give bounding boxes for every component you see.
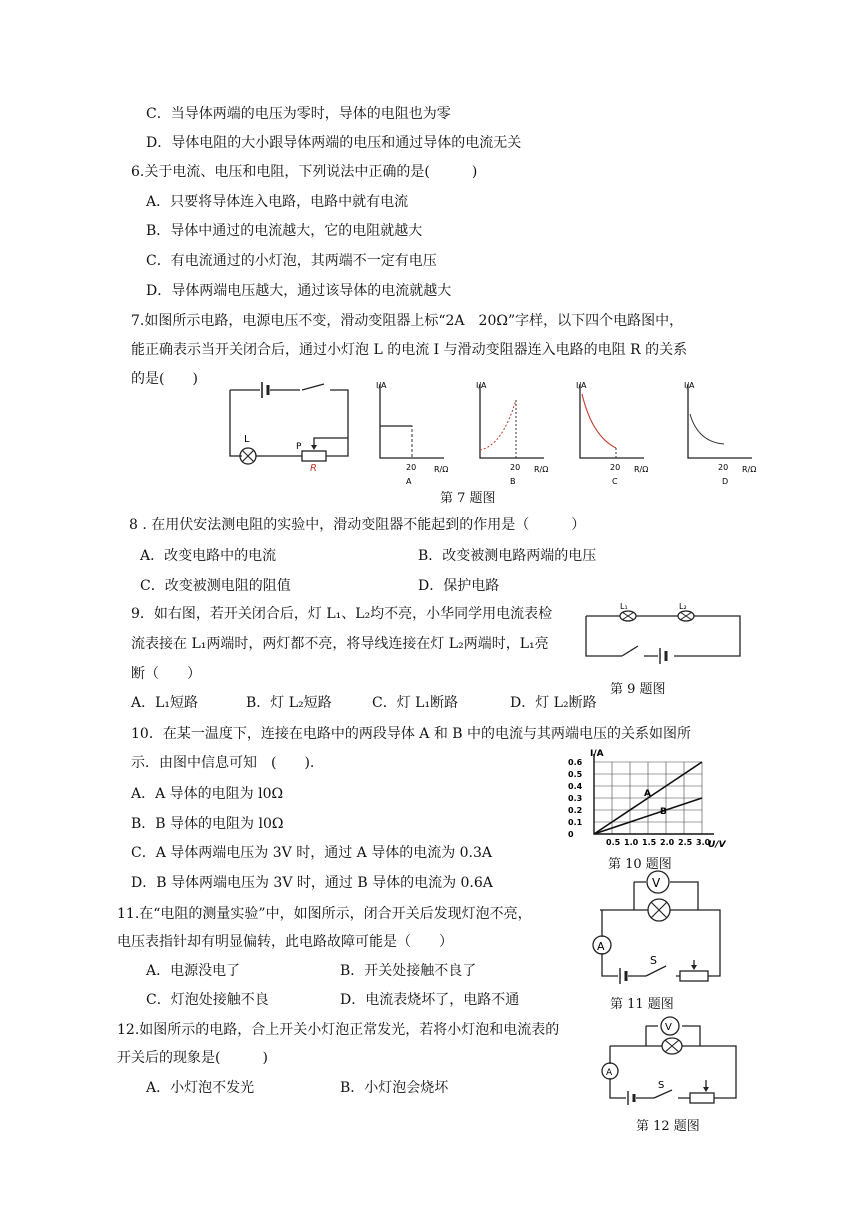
q7-graph-b-xlabel: R/Ω — [534, 465, 549, 474]
q8-option-b: B．改变被测电路两端的电压 — [418, 548, 597, 564]
q8-option-d: D．保护电路 — [418, 578, 500, 594]
q7-graph-c — [572, 380, 652, 488]
q9-option-b: B．灯 L₂短路 — [246, 695, 332, 711]
q8-stem: 8 . 在用伏安法测电阻的实验中，滑动变阻器不能起到的作用是（ ） — [129, 517, 586, 533]
q10-line-b-label: B — [660, 807, 667, 817]
q7-graph-d-tick: 20 — [718, 463, 729, 472]
q7-graph-b — [472, 380, 552, 488]
q10-line-a-label: A — [644, 789, 651, 799]
q10-stem-line2: 示．由图中信息可知 ( ). — [131, 755, 315, 771]
q11-option-b: B．开关处接触不良了 — [340, 963, 477, 979]
q9-stem-line3: 断（ ） — [131, 666, 201, 682]
q10-x-tick-label: 3.0 — [696, 838, 711, 847]
q7-stem-line1: 7.如图所示电路，电源电压不变，滑动变阻器上标“2A 20Ω”字样，以下四个电路图中， — [131, 313, 684, 329]
q11-stem-line1: 11.在“电阻的测量实验”中，如图所示，闭合开关后发现灯泡不亮， — [117, 906, 532, 922]
q7-lamp-label: L — [244, 434, 250, 445]
q12-stem-line1: 12.如图所示的电路，合上开关小灯泡正常发光，若将小灯泡和电流表的 — [117, 1022, 560, 1038]
q10-option-c: C．A 导体两端电压为 3V 时，通过 A 导体的电流为 0.3A — [131, 845, 493, 861]
q7-graph-c-letter: C — [612, 477, 618, 486]
q11-option-d: D．电流表烧坏了，电路不通 — [340, 992, 520, 1008]
q12-option-a: A．小灯泡不发光 — [146, 1080, 255, 1096]
q6-option-c: C．有电流通过的小灯泡，其两端不一定有电压 — [146, 253, 437, 269]
q7-graph-a-letter: A — [406, 477, 412, 486]
q11-caption: 第 11 题图 — [610, 997, 674, 1012]
q7-stem-line2: 能正确表示当开关闭合后，通过小灯泡 L 的电流 I 与滑动变阻器连入电路的电阻 R 的关系 — [131, 342, 688, 358]
q12-caption: 第 12 题图 — [636, 1119, 700, 1134]
q12-circuit-diagram — [596, 1016, 744, 1110]
q8-option-c: C．改变被测电阻的阻值 — [140, 578, 291, 594]
q12-ammeter-label: A — [606, 1068, 613, 1078]
q7-graph-a-ylabel: I/A — [376, 381, 387, 390]
q7-graph-c-ylabel: I/A — [576, 381, 587, 390]
q10-stem-line1: 10．在某一温度下，连接在电路中的两段导体 A 和 B 中的电流与其两端电压的关系如图所 — [131, 726, 692, 742]
q5-option-c: C．当导体两端的电压为零时，导体的电阻也为零 — [146, 106, 451, 122]
q9-lamp1-label: L₁ — [620, 602, 628, 611]
q7-stem-line3: 的是( ) — [131, 371, 198, 387]
q6-option-b: B．导体中通过的电流越大，它的电阻就越大 — [146, 223, 423, 239]
q6-option-a: A．只要将导体连入电路，电路中就有电流 — [146, 194, 409, 210]
q10-option-a: A．A 导体的电阻为 l0Ω — [131, 786, 284, 802]
q9-option-a: A．L₁短路 — [131, 695, 199, 711]
q9-circuit-diagram — [584, 602, 742, 672]
q7-graph-a-tick: 20 — [406, 463, 417, 472]
q9-option-d: D．灯 L₂断路 — [510, 695, 597, 711]
q9-lamp2-label: L₂ — [679, 602, 687, 611]
q11-voltmeter-label: V — [652, 876, 661, 890]
q10-iu-chart — [560, 748, 740, 858]
q9-caption: 第 9 题图 — [610, 682, 666, 697]
q7-slider-label: P — [296, 442, 302, 452]
q10-y-tick-label: 0.5 — [568, 770, 583, 779]
q11-circuit-diagram — [586, 870, 736, 992]
q7-graph-d-ylabel: I/A — [684, 381, 695, 390]
q10-y-tick-label: 0.1 — [568, 818, 583, 827]
q10-chart-ylabel: I/A — [590, 749, 604, 759]
q10-x-tick-label: 1.5 — [642, 838, 657, 847]
q7-graph-b-tick: 20 — [510, 463, 521, 472]
q6-option-d: D．导体两端电压越大，通过该导体的电流就越大 — [146, 283, 452, 299]
q7-graph-c-xlabel: R/Ω — [634, 465, 649, 474]
q10-option-d: D．B 导体两端电压为 3V 时，通过 B 导体的电流为 0.6A — [131, 875, 493, 891]
q7-graph-c-tick: 20 — [610, 463, 621, 472]
q10-caption: 第 10 题图 — [608, 857, 672, 872]
q9-stem-line1: 9．如右图，若开关闭合后，灯 L₁、L₂均不亮，小华同学用电流表检 — [131, 606, 553, 622]
q7-graph-d-letter: D — [722, 477, 729, 486]
q7-caption: 第 7 题图 — [440, 491, 496, 506]
q5-option-d: D．导体电阻的大小跟导体两端的电压和通过导体的电流无关 — [146, 135, 522, 151]
q11-switch-label: S — [650, 954, 657, 967]
q7-resistor-label: R — [310, 463, 317, 474]
q11-stem-line2: 电压表指针却有明显偏转，此电路故障可能是（ ） — [117, 934, 453, 950]
q12-stem-line2: 开关后的现象是( ) — [117, 1050, 268, 1066]
q7-circuit-diagram — [222, 372, 356, 472]
q12-switch-label: S — [658, 1080, 665, 1091]
q7-graph-b-letter: B — [510, 477, 516, 486]
q10-option-b: B．B 导体的电阻为 l0Ω — [131, 816, 284, 832]
q10-x-tick-label: 2.5 — [678, 838, 693, 847]
q10-y-tick-label: 0 — [568, 830, 574, 839]
q6-stem: 6.关于电流、电压和电阻，下列说法中正确的是( ) — [131, 164, 478, 180]
q7-graph-d — [680, 380, 760, 488]
q10-y-tick-label: 0.2 — [568, 806, 583, 815]
q10-y-tick-label: 0.6 — [568, 758, 583, 767]
q11-ammeter-label: A — [597, 940, 605, 953]
q12-option-b: B．小灯泡会烧坏 — [340, 1080, 449, 1096]
q10-x-tick-label: 0.5 — [606, 838, 621, 847]
q7-graph-a — [372, 380, 452, 488]
q9-option-c: C．灯 L₁断路 — [372, 695, 459, 711]
q10-x-tick-label: 2.0 — [660, 838, 675, 847]
q10-chart-xlabel: U/V — [708, 840, 726, 850]
q10-y-tick-label: 0.3 — [568, 794, 583, 803]
q9-stem-line2: 流表接在 L₁两端时，两灯都不亮，将导线连接在灯 L₂两端时，L₁亮 — [131, 636, 549, 652]
q8-option-a: A．改变电路中的电流 — [140, 548, 277, 564]
q7-graph-b-ylabel: I/A — [476, 381, 487, 390]
q7-graph-a-xlabel: R/Ω — [434, 465, 449, 474]
q11-option-c: C．灯泡处接触不良 — [146, 992, 269, 1008]
q10-y-tick-label: 0.4 — [568, 782, 583, 791]
q11-option-a: A．电源没电了 — [146, 963, 241, 979]
q10-x-tick-label: 1.0 — [624, 838, 639, 847]
q7-graph-d-xlabel: R/Ω — [742, 465, 757, 474]
q12-voltmeter-label: V — [665, 1022, 672, 1033]
